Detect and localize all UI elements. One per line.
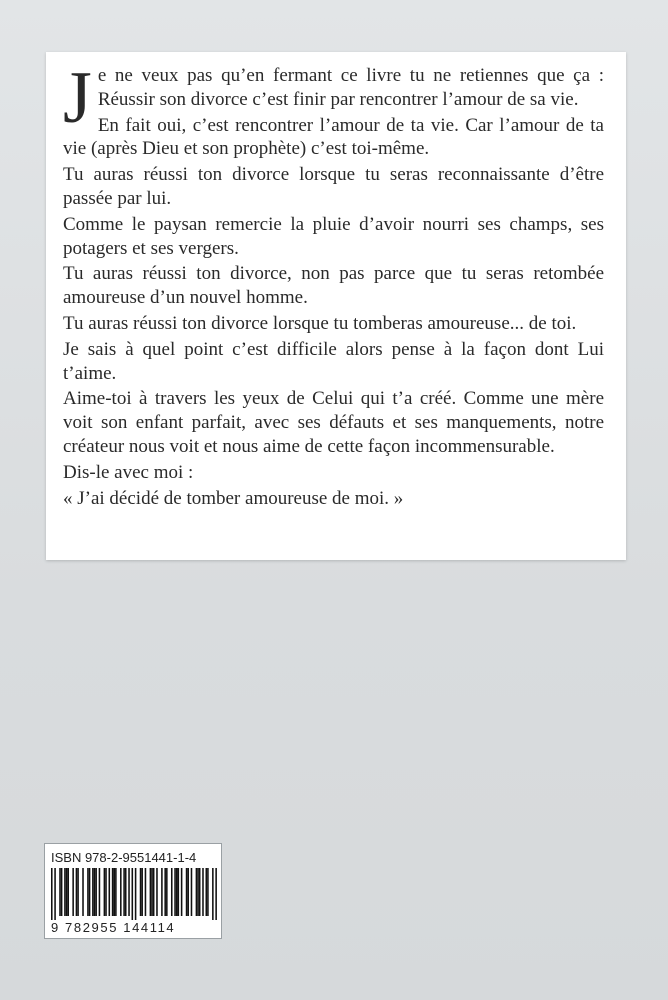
paragraph: Dis-le avec moi : bbox=[63, 461, 194, 483]
barcode-bar bbox=[128, 868, 130, 916]
barcode-bar bbox=[120, 868, 122, 916]
barcode-bar bbox=[176, 868, 178, 916]
barcode-digits: 9 782955 144114 bbox=[51, 920, 176, 935]
barcode-bar bbox=[125, 868, 127, 916]
barcode-bar bbox=[54, 868, 56, 920]
paragraph: En fait oui, c’est rencontrer l’amour de ta vie. Car l’amour de ta vie (après Dieu et son prophète) c’est toi-même. bbox=[63, 114, 604, 160]
barcode-bar bbox=[191, 868, 193, 916]
barcode-icon bbox=[51, 868, 217, 920]
closing-quote: « J’ai décidé de tomber amoureuse de moi. » bbox=[63, 487, 404, 509]
barcode-bar bbox=[123, 868, 125, 916]
barcode-bar bbox=[59, 868, 61, 916]
paragraph: Comme le paysan remercie la pluie d’avoir nourri ses champs, ses potagers et ses vergers. bbox=[63, 213, 604, 259]
barcode-bar bbox=[105, 868, 107, 916]
barcode-bar bbox=[153, 868, 155, 916]
barcode-bar bbox=[199, 868, 201, 916]
paragraph: Tu auras réussi ton divorce, non pas parce que tu seras retombée amoureuse d’un nouvel homme. bbox=[63, 263, 604, 309]
barcode-bar bbox=[89, 868, 91, 916]
paragraph: Tu auras réussi ton divorce lorsque tu seras reconnaissante d’être passée par lui. bbox=[63, 164, 604, 209]
drop-cap-letter: J bbox=[63, 57, 92, 139]
barcode-bar bbox=[82, 868, 84, 916]
barcode-bar bbox=[77, 868, 79, 916]
barcode-bar bbox=[94, 868, 96, 916]
barcode-bar bbox=[135, 868, 137, 920]
barcode-bar bbox=[141, 868, 143, 916]
barcode-bar bbox=[76, 868, 78, 916]
barcode-bar bbox=[164, 868, 166, 916]
barcode-bar bbox=[171, 868, 173, 916]
barcode-bar bbox=[197, 868, 199, 916]
barcode-bar bbox=[87, 868, 89, 916]
barcode-bar bbox=[99, 868, 101, 916]
barcode-bar bbox=[187, 868, 189, 916]
paragraph: Je sais à quel point c’est difficile alors pense à la façon dont Lui t’aime. bbox=[63, 338, 604, 384]
barcode-bar bbox=[181, 868, 183, 916]
barcode-bar bbox=[178, 868, 180, 916]
barcode-bar bbox=[104, 868, 106, 916]
barcode-bar bbox=[64, 868, 66, 916]
barcode-bar bbox=[61, 868, 63, 916]
barcode-bar bbox=[206, 868, 208, 916]
paragraph-text: e ne veux pas qu’en fermant ce livre tu ne retiennes que ça : Réussir son divorce c’est finir par rencontrer l’amour de sa vie. bbox=[97, 65, 604, 110]
barcode-bar bbox=[186, 868, 188, 916]
barcode-bar bbox=[132, 868, 134, 920]
barcode-bar bbox=[161, 868, 163, 916]
barcode-bar bbox=[207, 868, 209, 916]
isbn-number: ISBN 978-2-9551441-1-4 bbox=[51, 850, 197, 865]
barcode-bar bbox=[212, 868, 214, 920]
barcode-bar bbox=[151, 868, 153, 916]
barcode-bar bbox=[145, 868, 147, 916]
isbn-barcode-label bbox=[44, 843, 222, 939]
paragraph: Aime-toi à travers les yeux de Celui qui t’a créé. Comme une mère voit son enfant parfait, avec ses défauts et ses manquements, notre créateur nous voit et nous aime de cette façon incommensurable. bbox=[63, 388, 604, 457]
barcode-bar bbox=[115, 868, 117, 916]
barcode-bar bbox=[150, 868, 152, 916]
barcode-bar bbox=[109, 868, 111, 916]
barcode-bar bbox=[95, 868, 97, 916]
paragraph: Tu auras réussi ton divorce lorsque tu tomberas amoureuse... de toi. bbox=[63, 312, 577, 334]
barcode-bar bbox=[112, 868, 114, 916]
barcode-bar bbox=[92, 868, 94, 916]
barcode-bar bbox=[67, 868, 69, 916]
back-cover-text-panel bbox=[46, 52, 626, 560]
barcode-bar bbox=[66, 868, 68, 916]
barcode-bar bbox=[202, 868, 204, 916]
barcode-bar bbox=[140, 868, 142, 916]
barcode-bar bbox=[196, 868, 198, 916]
barcode-bar bbox=[215, 868, 217, 920]
barcode-bar bbox=[156, 868, 158, 916]
barcode-bar bbox=[174, 868, 176, 916]
barcode-bar bbox=[166, 868, 168, 916]
barcode-bar bbox=[113, 868, 115, 916]
barcode-bar bbox=[72, 868, 74, 916]
barcode-bar bbox=[51, 868, 53, 920]
